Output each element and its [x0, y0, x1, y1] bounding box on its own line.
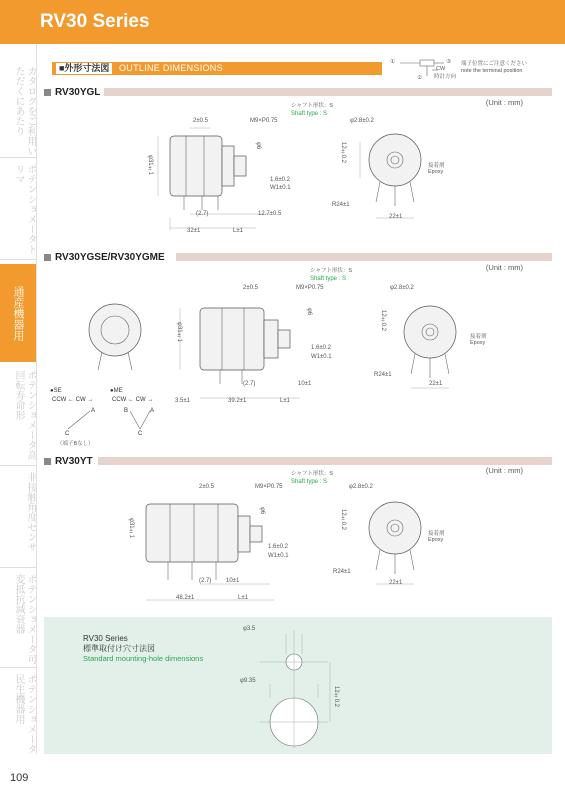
- se-terminal-c: C: [65, 431, 70, 437]
- mounting-title-en: Standard mounting-hole dimensions: [83, 654, 204, 663]
- se-label: ●SE: [50, 388, 62, 394]
- dim-label: φ6: [255, 142, 261, 150]
- epoxy-en: Epoxy: [470, 340, 486, 346]
- dim-label: 1.6±0.2: [270, 177, 290, 183]
- cw-direction-jp: 時計方向: [434, 74, 457, 80]
- bullet-square-icon: [44, 89, 51, 96]
- bullet-square-icon: [44, 254, 51, 261]
- sidebar-tab-label: 通産機器用: [12, 285, 24, 341]
- dim-label: (2.7): [243, 381, 256, 387]
- sidebar-tab-long-life[interactable]: [0, 366, 36, 466]
- bullet-square-icon: [44, 458, 51, 465]
- se-terminal-a: A: [91, 408, 96, 414]
- sidebar: [0, 44, 36, 754]
- dim-label: 2±0.5: [199, 484, 214, 490]
- dim-label: M9×P0.75: [296, 285, 324, 291]
- terminal-1-label: ①: [390, 59, 395, 65]
- dim-label: W1±0.1: [270, 185, 291, 191]
- dim-label: M9×P0.75: [255, 484, 283, 490]
- model-title-rv30ygse: [44, 252, 165, 262]
- epoxy-jp: 接着剤: [470, 334, 487, 340]
- dim-label: φ31±1: [128, 518, 134, 538]
- dim-label: R24±1: [333, 569, 351, 575]
- terminal-3-label: ③: [446, 59, 451, 65]
- shaft-type-en: Shaft type : S: [291, 479, 328, 485]
- dim-label: 12±0.2: [333, 686, 339, 708]
- me-label: ●ME: [110, 388, 123, 394]
- dim-label: φ6: [259, 507, 265, 515]
- dim-label: 1.6±0.2: [311, 345, 331, 351]
- dim-label: M9×P0.75: [250, 118, 278, 124]
- unit-label: (Unit : mm): [485, 466, 523, 475]
- dim-label: W1±0.1: [268, 553, 289, 559]
- mounting-title: RV30 Series: [83, 634, 128, 643]
- section-heading: [52, 62, 382, 75]
- dim-label: 22±1: [429, 381, 443, 387]
- epoxy-jp: 接着剤: [428, 531, 445, 537]
- sidebar-tab-label: ポテンショメータトリマ: [13, 164, 36, 254]
- shaft-type-jp: シャフト形状：S: [310, 268, 353, 274]
- dim-label: 12±0.2: [340, 142, 346, 164]
- me-terminal-b: B: [124, 408, 129, 414]
- sidebar-tab-consumer[interactable]: [0, 670, 36, 754]
- dim-label: 12±0.2: [340, 509, 346, 531]
- terminal-2-label: ②: [417, 75, 422, 81]
- dim-label: 2±0.5: [243, 285, 258, 291]
- dim-label: φ3.5: [243, 626, 256, 632]
- model-title-text: RV30YGSE/RV30YGME: [55, 251, 165, 263]
- me-terminal-a: A: [150, 408, 155, 414]
- dim-label: φ2.8±0.2: [349, 484, 373, 490]
- model-bar: [104, 88, 552, 96]
- model-bar: [176, 253, 552, 261]
- rv30ygse-rear-view: [80, 298, 150, 378]
- sidebar-tab-label: ポテンショメータ民生機器用: [13, 674, 36, 754]
- mounting-hole-diagram: [230, 620, 360, 750]
- dim-label: 10±1: [226, 578, 240, 584]
- dim-label: φ9.35: [240, 678, 256, 684]
- sidebar-tab-label: ポテンショメータ高回転寿命形: [13, 370, 36, 460]
- dim-label: (2.7): [199, 578, 212, 584]
- sidebar-tab-label: 非接触角度センサ: [25, 472, 36, 552]
- dim-label: φ2.8±0.2: [350, 118, 374, 124]
- dim-label: φ2.8±0.2: [390, 285, 414, 291]
- dim-label: W1±0.1: [311, 354, 332, 360]
- se-wiring-diagram: [58, 405, 98, 433]
- dim-label: φ6: [306, 308, 312, 316]
- dim-label: L±1: [238, 595, 248, 601]
- cw-label: CW: [436, 66, 446, 72]
- mounting-title-jp: 標準取付け穴寸法図: [83, 644, 155, 653]
- dim-label: R24±1: [374, 372, 392, 378]
- epoxy-jp: 接着剤: [428, 163, 445, 169]
- model-title-rv30yt: [44, 456, 93, 466]
- dim-label: 22±1: [389, 214, 403, 220]
- shaft-type-jp: シャフト形状：S: [291, 103, 334, 109]
- terminal-note-en: note the terminal position: [461, 68, 523, 74]
- epoxy-en: Epoxy: [428, 537, 444, 543]
- dim-label: R24±1: [332, 202, 350, 208]
- model-title-text: RV30YGL: [55, 86, 101, 98]
- page-title: RV30 Series: [40, 11, 150, 32]
- sidebar-tab-attenuator[interactable]: [0, 570, 36, 668]
- dim-label: (2.7): [196, 211, 209, 217]
- dim-label: 22±1: [389, 580, 403, 586]
- dim-label: 12.7±0.5: [258, 211, 282, 217]
- section-title-en: OUTLINE DIMENSIONS: [119, 63, 223, 73]
- dim-label: 32±1: [187, 228, 201, 234]
- dim-label: L±1: [233, 228, 243, 234]
- me-direction: CCW ← CW →: [112, 397, 154, 403]
- dim-label: 12±0.2: [380, 310, 386, 332]
- sidebar-tab-industrial[interactable]: [0, 264, 36, 362]
- model-bar: [98, 457, 552, 465]
- unit-label: (Unit : mm): [485, 263, 523, 272]
- se-direction: CCW ← CW →: [52, 397, 94, 403]
- dim-label: 3.5±1: [175, 398, 190, 404]
- section-title-jp: ■外形寸法図: [56, 63, 112, 74]
- epoxy-en: Epoxy: [428, 169, 444, 175]
- shaft-type-en: Shaft type : S: [310, 276, 347, 282]
- sidebar-tab-catalog[interactable]: [0, 62, 36, 158]
- shaft-type-jp: シャフト形状：S: [291, 471, 334, 477]
- sidebar-divider: [36, 44, 37, 754]
- dim-label: 39.2±1: [228, 398, 247, 404]
- dim-label: φ31±1: [176, 322, 182, 342]
- sidebar-tab-trimmer[interactable]: [0, 160, 36, 260]
- page-header: [0, 0, 565, 44]
- unit-label: (Unit : mm): [485, 98, 523, 107]
- dim-label: 48.2±1: [176, 595, 195, 601]
- dim-label: L±1: [280, 398, 290, 404]
- se-note: （端子Bなし）: [57, 441, 94, 447]
- model-title-rv30ygl: [44, 87, 100, 97]
- dim-label: φ31±1: [147, 155, 153, 175]
- model-title-text: RV30YT: [55, 455, 93, 467]
- dim-label: 10±1: [298, 381, 312, 387]
- sidebar-tab-label: カタログをご利用いただくにあたり: [13, 66, 36, 156]
- terminal-note-jp: 端子位置にご注意ください: [461, 61, 528, 67]
- me-wiring-diagram: [124, 405, 164, 433]
- shaft-type-en: Shaft type : S: [291, 111, 328, 117]
- sidebar-tab-label: ポテンショメータ可変抵抗減衰器: [13, 574, 36, 664]
- me-terminal-c: C: [138, 431, 143, 437]
- sidebar-tab-angle-sensor[interactable]: [0, 468, 36, 568]
- dim-label: 1.6±0.2: [268, 544, 288, 550]
- dim-label: 2±0.5: [193, 118, 208, 124]
- page-number: 109: [10, 772, 29, 784]
